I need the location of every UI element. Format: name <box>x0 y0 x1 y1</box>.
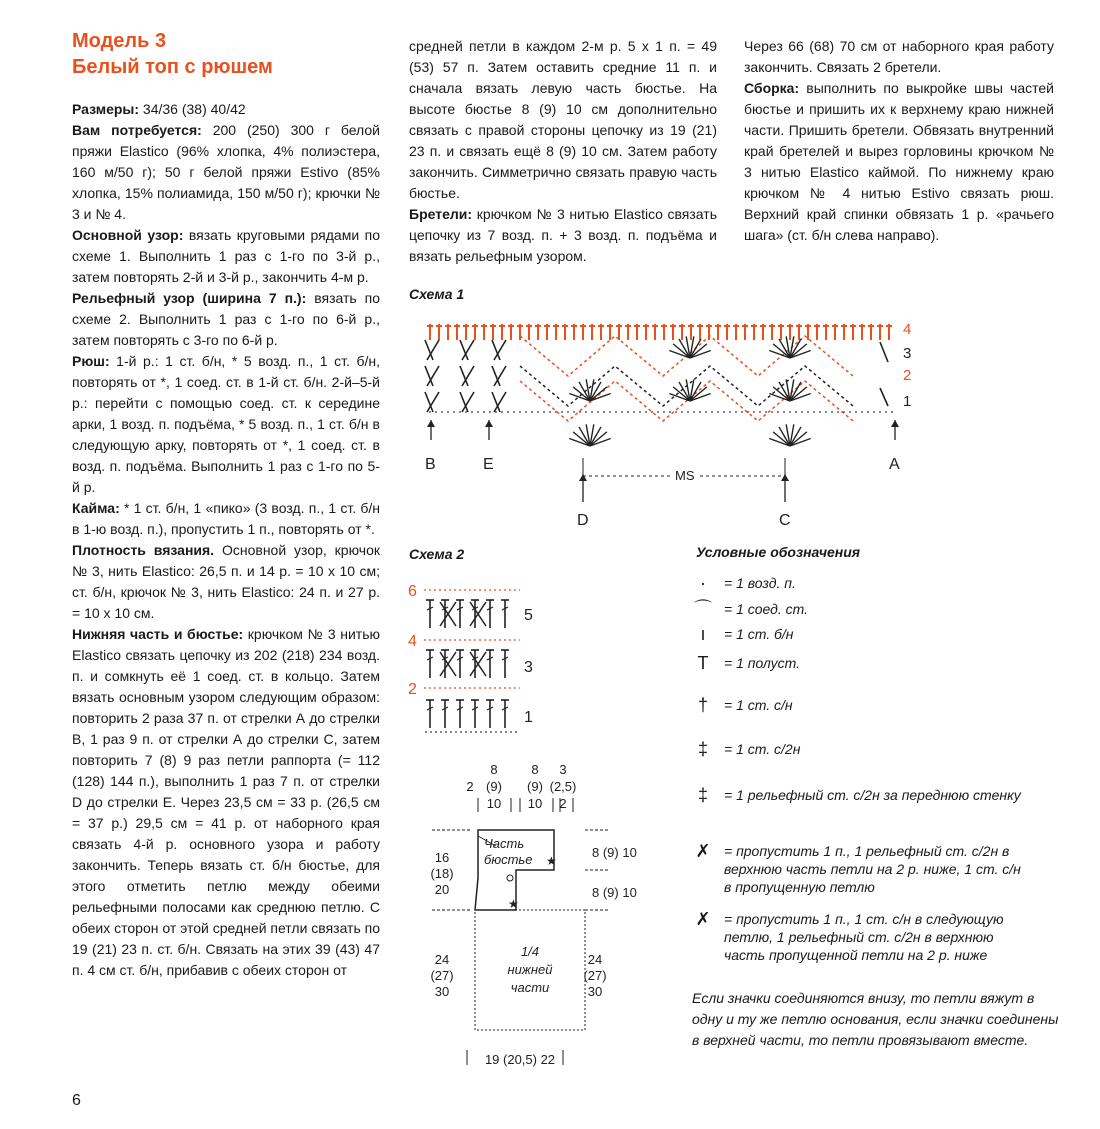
paragraph-heading: Размеры: <box>72 101 140 117</box>
stitch-mark <box>723 411 725 413</box>
stitch-mark <box>795 411 797 413</box>
model-title: Модель 3 <box>72 30 167 52</box>
stitch-mark <box>507 411 509 413</box>
stitch-mark <box>445 731 447 733</box>
paragraph-heading: Основной узор: <box>72 227 184 243</box>
paragraph <box>72 225 380 288</box>
stitch-mark <box>475 731 477 733</box>
stitch-mark <box>429 411 431 413</box>
legend-text: = 1 соед. ст. <box>724 601 809 617</box>
stitch-mark <box>485 731 487 733</box>
row-number: 1 <box>903 393 912 410</box>
dimension-label: 8 (9) 10 <box>592 845 637 860</box>
paragraph-text: вязать по схеме 2. Выполнить 1 раз с 1-го по 6-й р., затем повторять с 3-го по 6-й р. <box>72 290 380 348</box>
legend-text: в пропущенную петлю <box>724 879 875 895</box>
stitch-mark <box>849 411 851 413</box>
stitch-mark <box>465 731 467 733</box>
mark <box>507 875 513 881</box>
paragraph <box>72 540 380 624</box>
stitch-mark <box>561 411 563 413</box>
legend-text: = пропустить 1 п., 1 ст. с/н в следующую <box>724 911 1004 927</box>
paragraph-text: выполнить по выкройке швы частей бюстье и пришить их к верхнему краю нижней части. Пришить бретели. Обвязать внутренний край бретелей и вырез горловины крючком № 3 нитью Elastico каймой. По нижнему краю крючком № 4 нитью Estivo связать рюш. Верхний край спинки обвязать 1 р. «рачьего шага» (ст. б/н слева направо). <box>744 80 1054 243</box>
stitch-mark <box>867 411 869 413</box>
stitch-mark <box>729 411 731 413</box>
legend-text: верхнюю часть петли на 2 р. ниже, 1 ст. с/н <box>724 861 1021 877</box>
page-number: 6 <box>72 1092 81 1109</box>
stitch-mark <box>573 411 575 413</box>
stitch-mark <box>471 411 473 413</box>
stitch-mark <box>430 731 432 733</box>
row-number: 4 <box>408 633 417 650</box>
stitch-mark <box>891 411 893 413</box>
legend-text: петлю, 1 рельефный ст. с/2н в верхнюю <box>724 929 994 945</box>
stitch-mark <box>669 411 671 413</box>
legend-symbol-icon: ✗ <box>695 909 711 929</box>
stitch-mark <box>639 411 641 413</box>
stitch-mark <box>855 411 857 413</box>
paragraph-text: 200 (250) 300 г белой пряжи Elastico (96% хлопка, 4% полиэстера, 160 м/50 г); 50 г белой пряжи Estivo (85% хлопка, 15% полиамида, 150 м/50 г); крючки № 3 и № 4. <box>72 122 380 222</box>
stitch-mark <box>425 731 427 733</box>
arrow-label: E <box>483 456 494 473</box>
paragraph-heading: Рельефный узор (ширина 7 п.): <box>72 290 307 306</box>
paragraph-text: средней петли в каждом 2-м р. 5 х 1 п. = 49 (53) 57 п. Затем оставить средние 11 п. и сначала вязать левую часть бюстье. На высоте бюстье 8 (9) 10 см дополнительно связать с правой стороны цепочку из 19 (21) 23 п. и связать ещё 8 (9) 10 см. Затем работу закончить. Симметрично связать правую часть бюстье. <box>409 38 717 201</box>
stitch-mark <box>501 411 503 413</box>
row-number: 2 <box>408 681 417 698</box>
legend-note: Если значки соединяются внизу, то петли вяжут в одну и ту же петлю основания, если значки соединены в верхней части, то петли провязывают вместе. <box>692 990 1059 1048</box>
legend-text: = 1 ст. б/н <box>724 626 794 642</box>
arrow-label: B <box>425 456 436 473</box>
stitch-mark <box>687 411 689 413</box>
legend-symbol-icon: † <box>697 695 708 715</box>
stitch-mark <box>621 411 623 413</box>
stitch-mark <box>615 411 617 413</box>
dimension-label: (2,5) <box>549 779 577 794</box>
stitch-mark <box>459 411 461 413</box>
legend-text: = 1 рельефный ст. с/2н за переднюю стенку <box>724 787 1021 803</box>
dimension-label: (9) <box>486 779 502 794</box>
stitch-mark <box>495 411 497 413</box>
lower-label: 1/4 <box>520 944 540 959</box>
arrow-label: A <box>889 456 900 473</box>
legend-symbol-icon: · <box>700 573 706 593</box>
paragraph-heading: Сборка: <box>744 80 800 96</box>
stitch-mark <box>747 411 749 413</box>
legend-symbol-icon: T <box>697 653 709 673</box>
stitch-mark <box>831 411 833 413</box>
paragraph-heading: Бретели: <box>409 206 473 222</box>
stitch-mark <box>505 731 507 733</box>
stitch-mark <box>645 411 647 413</box>
stitch-mark <box>861 411 863 413</box>
model-subtitle: Белый топ с рюшем <box>72 56 273 78</box>
row-number: 3 <box>524 659 533 676</box>
stitch-mark <box>735 411 737 413</box>
paragraph-text: 1-й р.: 1 ст. б/н, * 5 возд. п., 1 ст. б/н, повторять от *, 1 соед. ст. в 1-й ст. б/н. 2-й–5-й р.: перейти с помощью соед. ст. к середине арки, 1 возд. п. подъёма, * 5 возд. п., 1 ст. б/н в следующую арку, повторять от *, 1 соед. ст. в возд. п. подъёма. Выполнить 1 раз с 1-го по 5-й р. <box>72 353 380 495</box>
stitch-mark <box>873 411 875 413</box>
stitch-mark <box>675 411 677 413</box>
stitch-mark <box>825 411 827 413</box>
paragraph-text: Через 66 (68) 70 см от наборного края работу закончить. Связать 2 бретели. <box>744 38 1054 75</box>
stitch-mark <box>525 411 527 413</box>
stitch-mark <box>435 731 437 733</box>
legend-symbol-icon: ‡ <box>697 785 708 805</box>
stitch-mark <box>597 411 599 413</box>
stitch-mark <box>447 411 449 413</box>
arrow-head <box>891 420 899 427</box>
stitch-mark <box>627 411 629 413</box>
column-3 <box>744 36 1054 246</box>
stitch-mark <box>453 411 455 413</box>
legend-text: = пропустить 1 п., 1 рельефный ст. с/2н в <box>724 843 1010 859</box>
stitch-mark <box>531 411 533 413</box>
paragraph-text: вязать круговыми рядами по схеме 1. Выполнить 1 раз с 1-го по 3-й р., затем повторять 2-й и 3-й р., закончить 4-м р. <box>72 227 380 285</box>
stitch-mark <box>591 411 593 413</box>
stitch-mark <box>460 731 462 733</box>
stitch-mark <box>441 411 443 413</box>
stitch-mark <box>633 411 635 413</box>
schema-1-title: Схема 1 <box>409 286 465 302</box>
dimension-label: 20 <box>434 882 450 897</box>
paragraph <box>72 99 380 120</box>
stitch-mark <box>789 411 791 413</box>
paragraph <box>409 204 717 267</box>
stitch-mark <box>490 731 492 733</box>
stitch-mark <box>777 411 779 413</box>
paragraph <box>72 288 380 351</box>
stitch-mark <box>510 731 512 733</box>
paragraph-heading: Нижняя часть и бюстье: <box>72 626 244 642</box>
stitch-mark <box>537 411 539 413</box>
lower-label: части <box>510 980 550 995</box>
stitch-mark <box>880 342 888 362</box>
stitch-mark <box>765 411 767 413</box>
legend-text: = 1 полуст. <box>724 655 801 671</box>
dimension-label: 16 <box>434 850 450 865</box>
stitch-mark <box>711 411 713 413</box>
stitch-mark <box>880 388 888 406</box>
legend-text: = 1 возд. п. <box>724 575 796 591</box>
stitch-mark <box>717 411 719 413</box>
column-2 <box>409 36 717 267</box>
schema-1-diagram <box>400 306 940 536</box>
dimension-label: 10 <box>486 796 502 811</box>
stitch-mark <box>500 731 502 733</box>
star-mark: ★ <box>508 897 519 911</box>
stitch-mark <box>837 411 839 413</box>
dimension-label: (9) <box>527 779 543 794</box>
stitch-mark <box>807 411 809 413</box>
column-1 <box>72 99 380 981</box>
arrow-head <box>485 420 493 427</box>
paragraph <box>72 351 380 498</box>
stitch-mark <box>520 381 853 421</box>
dimension-label: (27) <box>583 968 607 983</box>
stitch-mark <box>483 411 485 413</box>
legend-text: часть пропущенной петли на 2 р. ниже <box>724 947 988 963</box>
stitch-mark <box>783 411 785 413</box>
bust-label: Часть <box>484 836 525 851</box>
row-number: 3 <box>903 345 912 362</box>
legend-text: = 1 ст. с/н <box>724 697 793 713</box>
row-number: 2 <box>903 367 912 384</box>
stitch-mark <box>465 411 467 413</box>
paragraph-text: крючком № 3 нитью Elastico связать цепочку из 7 возд. п. + 3 возд. п. подъёма и вязать рельефным узором. <box>409 206 717 264</box>
stitch-mark <box>567 411 569 413</box>
stitch-mark <box>771 411 773 413</box>
stitch-mark <box>693 411 695 413</box>
dimension-label: 8 <box>531 762 539 777</box>
stitch-mark <box>519 411 521 413</box>
stitch-mark <box>450 731 452 733</box>
dimension-label: 2 <box>466 779 474 794</box>
stitch-mark <box>879 411 881 413</box>
dimension-label: 24 <box>587 952 603 967</box>
arrow-label: D <box>577 512 589 529</box>
schema-2-title: Схема 2 <box>409 546 465 562</box>
stitch-mark <box>513 411 515 413</box>
stitch-mark <box>495 731 497 733</box>
stitch-mark <box>603 411 605 413</box>
arrow-head <box>427 420 435 427</box>
paragraph-heading: Вам потребуется: <box>72 122 202 138</box>
paragraph-text: Основной узор, крючок № 3, нить Elastico: 26,5 п. и 14 р. = 10 х 10 см; ст. б/н, крючок № 3, нить Elastico: 24 п. и 27 р. = 10 х 10 см. <box>72 542 380 621</box>
star-mark: ★ <box>546 854 557 868</box>
paragraph-text: крючком № 3 нитью Elastico связать цепочку из 202 (218) 234 возд. п. и сомкнуть её 1 соед. ст. в кольцо. Затем вязать основным узором следующим образом: повторить 2 раза 37 п. от стрелки А до стрелки В, 1 раз 9 п. от стрелки А до стрелки С, затем повторить 7 (8) 9 раз петли раппорта (= 112 (128) 144 п.), выполнить 1 раз 7 п. от стрелки D до стрелки Е. Через 23,5 см = 33 р. (26,5 см = 37 р.) 29,5 см = 41 р. от наборного края связать 4-й р. основного узора и работу закончить. Теперь вязать ст. б/н бюстье, для этого отметить петлю между обеими рельефными полосами как среднюю петлю. С обеих сторон от этой средней петли связать по 19 (21) 23 п. ст. б/н. Связать на этих 39 (43) 47 п. 4 см ст. б/н, прибавив с обеих сторон от <box>72 626 381 978</box>
stitch-mark <box>477 411 479 413</box>
stitch-mark <box>489 411 491 413</box>
stitch-mark <box>585 411 587 413</box>
stitch-mark <box>543 411 545 413</box>
bust-label: бюстье <box>484 852 533 867</box>
stitch-mark <box>609 411 611 413</box>
row-number: 5 <box>524 607 533 624</box>
stitch-mark <box>480 731 482 733</box>
dimension-label: 8 (9) 10 <box>592 885 637 900</box>
stitch-mark <box>663 411 665 413</box>
pattern-schematic <box>420 760 660 1080</box>
dimension-label: 24 <box>434 952 450 967</box>
dimension-label: (27) <box>430 968 454 983</box>
schema-2-diagram <box>400 570 560 740</box>
stitch-mark <box>741 411 743 413</box>
stitch-mark <box>699 411 701 413</box>
stitch-mark <box>705 411 707 413</box>
stitch-mark <box>470 731 472 733</box>
dimension-label: (18) <box>430 866 454 881</box>
stitch-mark <box>753 411 755 413</box>
stitch-mark <box>455 731 457 733</box>
dimension-label: 3 <box>559 762 567 777</box>
stitch-mark <box>555 411 557 413</box>
dimension-label: 2 <box>559 796 567 811</box>
stitch-mark <box>885 411 887 413</box>
paragraph <box>744 36 1054 78</box>
paragraph-heading: Плотность вязания. <box>72 542 215 558</box>
row-number: 4 <box>903 321 912 338</box>
dimension-label: 19 (20,5) 22 <box>484 1052 556 1067</box>
legend-symbol-icon: ı <box>700 624 706 644</box>
dimension-label: 8 <box>490 762 498 777</box>
dimension-label: 10 <box>527 796 543 811</box>
paragraph <box>72 624 380 981</box>
stitch-mark <box>435 411 437 413</box>
stitch-mark <box>579 411 581 413</box>
stitch-mark <box>759 411 761 413</box>
paragraph <box>72 498 380 540</box>
legend-text: = 1 ст. с/2н <box>724 741 801 757</box>
paragraph-heading: Рюш: <box>72 353 110 369</box>
arrow-label: C <box>779 512 791 529</box>
stitch-mark <box>681 411 683 413</box>
paragraph <box>744 78 1054 246</box>
paragraph-text: 34/36 (38) 40/42 <box>139 101 246 117</box>
ms-label: MS <box>675 468 695 483</box>
dimension-label: 30 <box>587 984 603 999</box>
row-number: 6 <box>408 583 417 600</box>
stitch-mark <box>801 411 803 413</box>
legend-symbol-icon: ✗ <box>695 841 711 861</box>
paragraph <box>72 120 380 225</box>
dimension-label: 30 <box>434 984 450 999</box>
paragraph-heading: Кайма: <box>72 500 120 516</box>
stitch-mark <box>657 411 659 413</box>
lower-label: нижней <box>507 962 553 977</box>
stitch-mark <box>549 411 551 413</box>
paragraph-text: * 1 ст. б/н, 1 «пико» (3 возд. п., 1 ст. б/н в 1-ю возд. п.), пропустить 1 п., повторять от *. <box>72 500 380 537</box>
stitch-mark <box>651 411 653 413</box>
legend-symbol-icon: ‡ <box>697 739 708 759</box>
stitch-mark <box>813 411 815 413</box>
legend-title: Условные обозначения <box>696 544 861 560</box>
stitch-mark <box>819 411 821 413</box>
stitch-mark <box>440 731 442 733</box>
paragraph <box>409 36 717 204</box>
stitch-mark <box>515 731 517 733</box>
row-number: 1 <box>524 709 533 726</box>
legend-symbol-icon: ⌒ <box>694 599 712 619</box>
stitch-mark <box>843 411 845 413</box>
